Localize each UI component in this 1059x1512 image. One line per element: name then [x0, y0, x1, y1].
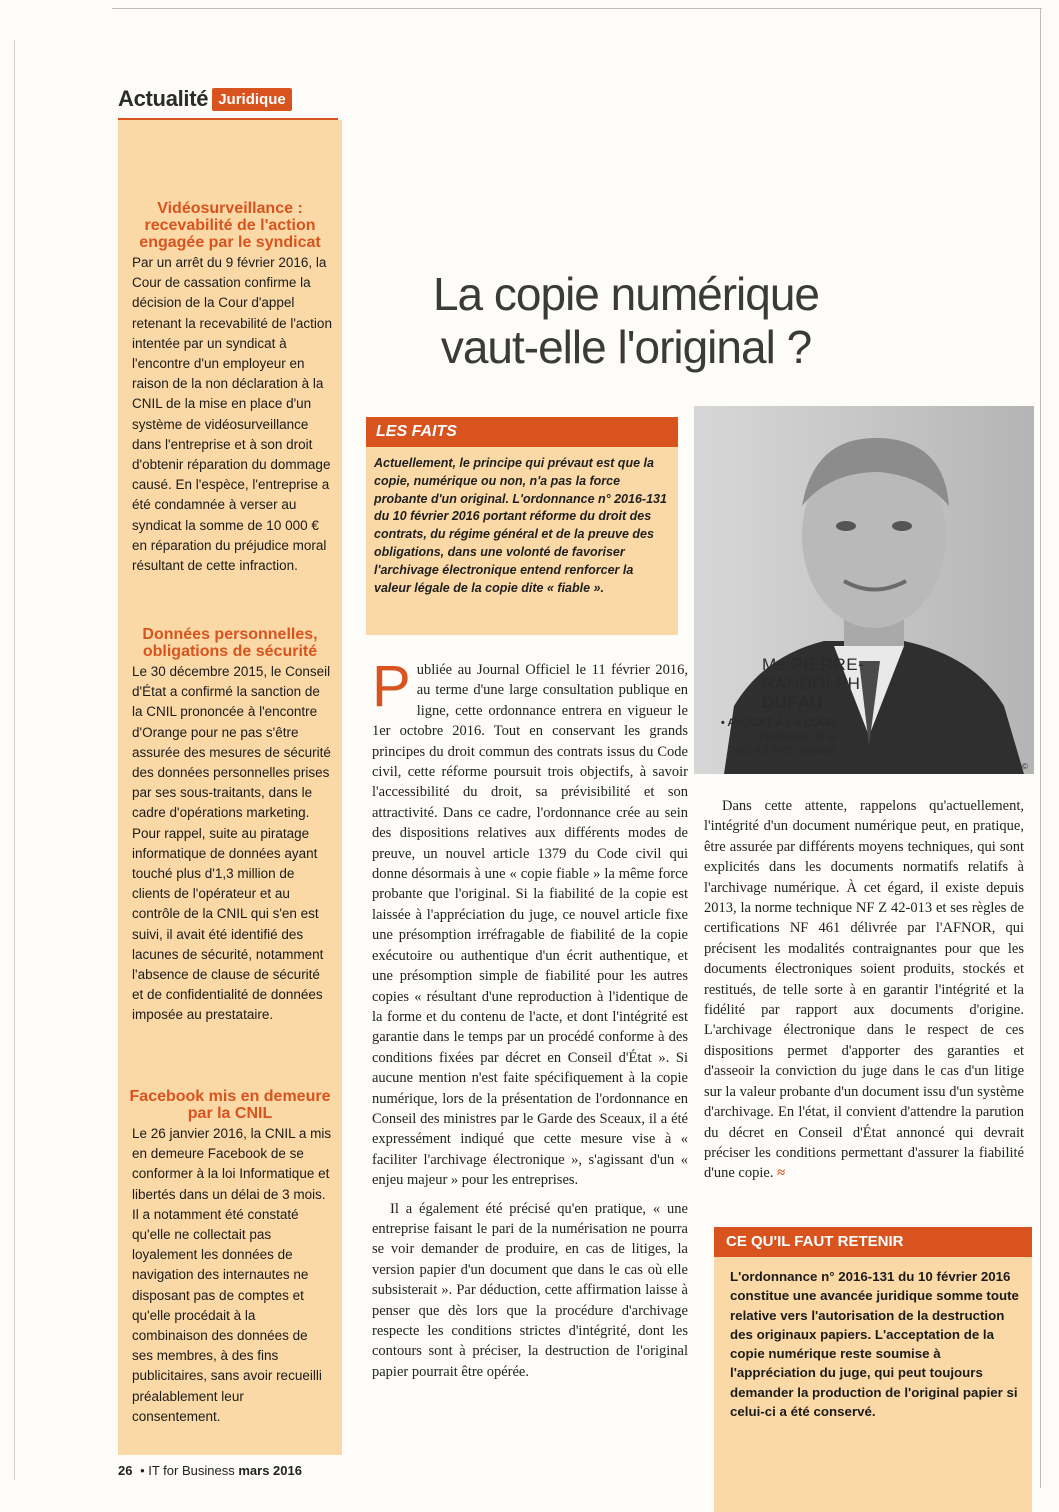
retenir-title: CE QU'IL FAUT RETENIR [714, 1227, 1032, 1257]
section-header [118, 86, 292, 112]
author-role [700, 716, 836, 758]
end-mark-icon: ≈ [777, 1165, 786, 1182]
magazine-name: • IT for Business [140, 1463, 235, 1478]
scan-border-left [14, 40, 15, 1480]
author-name [762, 655, 864, 712]
retenir-box [714, 1227, 1032, 1512]
sidebar-item-text: Par un arrêt du 9 février 2016, la Cour de cassation confirme la décision de la Cour d'appel retenant la recevabilité de l'action intentée par un syndicat à l'encontre d'un employeur en raison de la non déclaration à la CNIL de la mise en place d'un système de vidéosurveillance dans l'entreprise et à son droit d'obtenir réparation du dommage causé. En l'espèce, l'entreprise a été condamnée à verser au syndicat la somme de 10 000 € en réparation du préjudice moral résultant de cette infraction. [132, 255, 332, 574]
sidebar-item-text: Le 30 décembre 2015, le Conseil d'État a confirmé la sanction de la CNIL prononcée à l'encontre d'Orange pour ne pas s'être assurée des mesures de sécurité des données personnelles prises par ses sous-traitants, dans le cadre d'opérations marketing. Pour rappel, suite au piratage informatique de données ayant touché plus d'1,3 million de clients de l'opérateur et au contrôle de la CNIL qui s'en est suivi, il avait été identifié des lacunes de sécurité, notamment l'absence de clause de sécurité et de confidentialité de données imposée au prestataire. [132, 664, 331, 1023]
les-faits-text: Actuellement, le principe qui prévaut est que la copie, numérique ou non, n'a pas la force probante d'un original. L'ordonnance n° 2016-131 du 10 février 2016 portant réforme du droit des contrats, du régime général et de la preuve des obligations, dans une volonté de favoriser l'archivage électronique entend renforcer la valeur légale de la copie dite « fiable ». [374, 456, 667, 595]
author-title: • AVOCAT À LA COUR [720, 717, 836, 729]
article-headline [346, 268, 906, 374]
author-name-line: RANDOLPH [762, 674, 861, 693]
page-footer [118, 1463, 302, 1478]
sidebar-item-title: Données personnelles, obligations de sécurité [142, 626, 318, 660]
paragraph-text: ubliée au Journal Officiel le 11 février 2016, au terme d'une large consultation publique en ligne, cette ordonnance entrera en vigueur le 1er octobre 2016. Tout en conservant les grands principes du droit commun des contrats issus du Code civil, cette réforme poursuit trois objectifs, à savoir l'accessibilité du droit, sa prévisibilité et son attractivité. Dans ce cadre, l'ordonnance crée au sein des dispositions relatives aux différents modes de preuve, un nouvel article 1379 du Code civil qui donne désormais à une « copie fiable » la même force probante que l'original. Si la fiabilité de la copie est laissée à l'appréciation du juge, ce nouvel article fixe une présomption irréfragable de fiabilité de la copie exécutoire ou authentique d'un écrit authentique, et une présomption simple de fiabilité pour les autres copies « résultant d'une reproduction à l'identique de la forme et du contenu de l'acte, et dont l'intégrité est garantie dans le temps par un procédé conforme à des conditions fixées par décret en Conseil d'État ». Si aucune mention n'est faite spécifiquement à la copie numérique, lors de la présentation de l'ordonnance en Conseil des ministres par le Garde des Sceaux, il a été expressément indiqué que cette mesure vise à « faciliter l'archivage électronique », s'agissant d'un « enjeu majeur » pour les entreprises. [372, 662, 688, 1189]
page-number: 26 [118, 1463, 133, 1478]
author-name-line: DUFAU [762, 693, 824, 712]
issue-date: mars 2016 [238, 1463, 302, 1478]
headline-line: La copie numérique [432, 268, 820, 320]
paragraph-text: Dans cette attente, rappelons qu'actuellement, l'intégrité d'un document numérique peut, en pratique, être assurée par différents moyens techniques, qui sont explicités dans les documents normatifs relatifs à l'archivage numérique. À cet égard, il existe depuis 2013, la norme technique NF Z 42-013 et ses règles de certifications NF 461 délivrée par l'AFNOR, qui précisent les modalités contraignantes pour que les documents électroniques soient produits, stockés et restitués, de telle sorte à en garantir l'intégrité et la fidélité par rapport aux documents d'origine. L'archivage électronique dans le respect de ces dispositions permet d'apporter des garanties et d'asseoir la conviction du juge dans le cas d'un litige sur la valeur probante d'un document issu d'un système d'archivage. En l'état, il convient d'attendre la parution du décret en Conseil d'État annoncé qui devrait préciser les conditions permettant d'assurer la fiabilité d'une copie. [704, 798, 1024, 1182]
scan-border-right [1040, 8, 1041, 1488]
sidebar-item [118, 626, 342, 1026]
author-org: SELAS PRD avocats [733, 745, 836, 757]
drop-cap: P [372, 654, 411, 719]
sidebar-item [118, 200, 342, 576]
sidebar-item-title: Vidéosurveillance : recevabilité de l'action engagée par le syndicat [139, 200, 321, 251]
section-tag: Juridique [212, 88, 292, 111]
retenir-text: L'ordonnance n° 2016-131 du 10 février 2016 constitue une avancée juridique somme toute relative vers l'autorisation de la destruction des originaux papiers. L'acceptation de la copie numérique reste soumise à l'appréciation du juge, qui peut toujours demander la production de l'original papier si celui-ci a été conservé. [730, 1269, 1019, 1420]
article-paragraph: Il a également été précisé qu'en pratique, « une entreprise faisant le pari de la numérisation ne pourra se voir demander de produire, en cas de litiges, la version papier d'un document que dans le cas où elle subsisterait ». Par déduction, cette affirmation laisse à penser que dès lors que la procédure d'archivage respecte les conditions strictes d'intégrité, dont les contours sont à préciser, la destruction de l'original papier pourrait être opérée. [372, 1200, 688, 1380]
article-column-left [372, 654, 688, 1390]
sidebar-item-text: Le 26 janvier 2016, la CNIL a mis en demeure Facebook de se conformer à la loi Informatique et libertés dans un délai de 3 mois. Il a notamment été constaté qu'elle ne collectait pas loyalement les données de navigation des internautes ne disposant pas de comptes et qu'elle procédait à la combinaison des données de ses membres, à des fins publicitaires, sans avoir recueilli préalablement leur consentement. [132, 1126, 332, 1424]
article-column-right [704, 796, 1024, 1184]
headline-line: vaut-elle l'original ? [440, 321, 812, 373]
scan-border-top [112, 8, 1042, 9]
article-paragraph [704, 796, 1024, 1184]
sidebar-item [118, 1088, 342, 1427]
photo-credit: © [1022, 762, 1028, 771]
les-faits-title: LES FAITS [366, 417, 678, 447]
news-sidebar [118, 120, 342, 1455]
article-paragraph [372, 654, 688, 1191]
les-faits-box [366, 417, 678, 635]
section-title: Actualité [118, 86, 209, 111]
sidebar-item-title: Facebook mis en demeure par la CNIL [129, 1088, 331, 1122]
author-name-line: Me PIERRE- [762, 655, 865, 674]
author-org: Fondateur de la [758, 731, 836, 743]
